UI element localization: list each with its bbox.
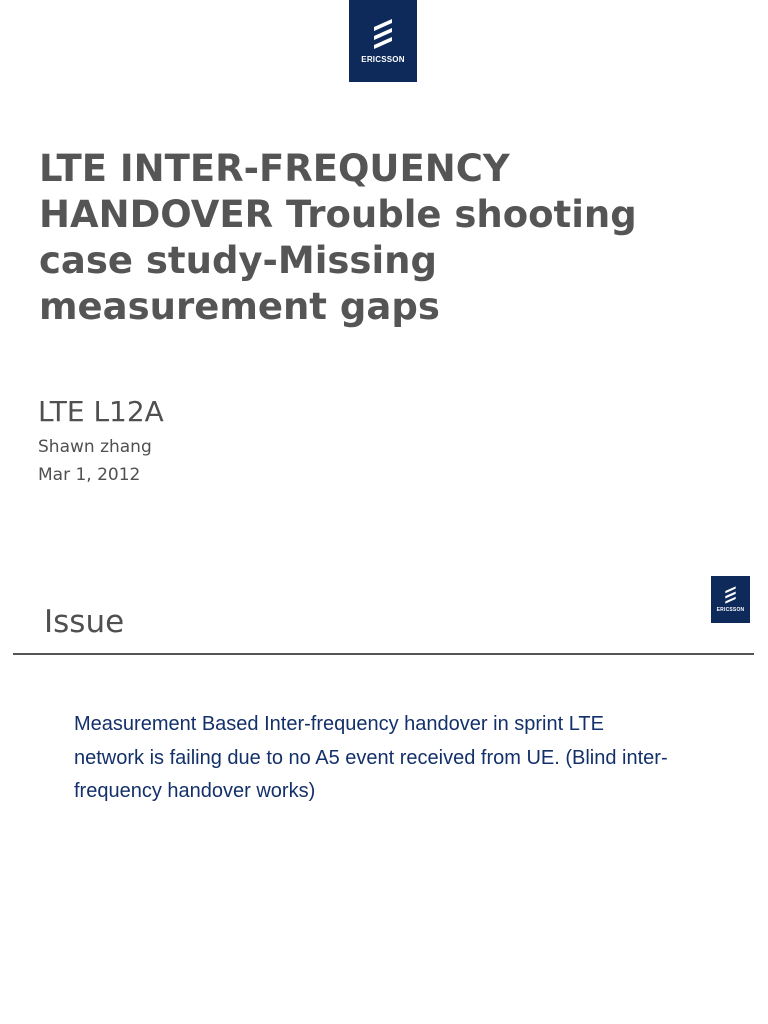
ericsson-logo-small: [711, 576, 750, 623]
slide-title: LTE INTER-FREQUENCY HANDOVER Trouble shooting case study-Missing measurement gaps: [39, 147, 637, 328]
ericsson-mark-icon: [723, 586, 738, 604]
slide-subtitle: LTE L12A: [38, 395, 164, 428]
logo-wordmark: ERICSSON: [361, 54, 405, 64]
logo-wordmark: ERICSSON: [716, 607, 745, 613]
ericsson-logo: [349, 0, 417, 82]
ericsson-mark-icon: [370, 19, 396, 49]
heading-divider: [13, 653, 754, 655]
presentation-date: Mar 1, 2012: [38, 465, 141, 485]
section-heading: Issue: [44, 604, 125, 640]
author-name: Shawn zhang: [38, 437, 152, 457]
issue-description: Measurement Based Inter-frequency handover in sprint LTE network is failing due to no A5 event received from UE. (Blind inter-frequency handover works): [74, 713, 668, 802]
